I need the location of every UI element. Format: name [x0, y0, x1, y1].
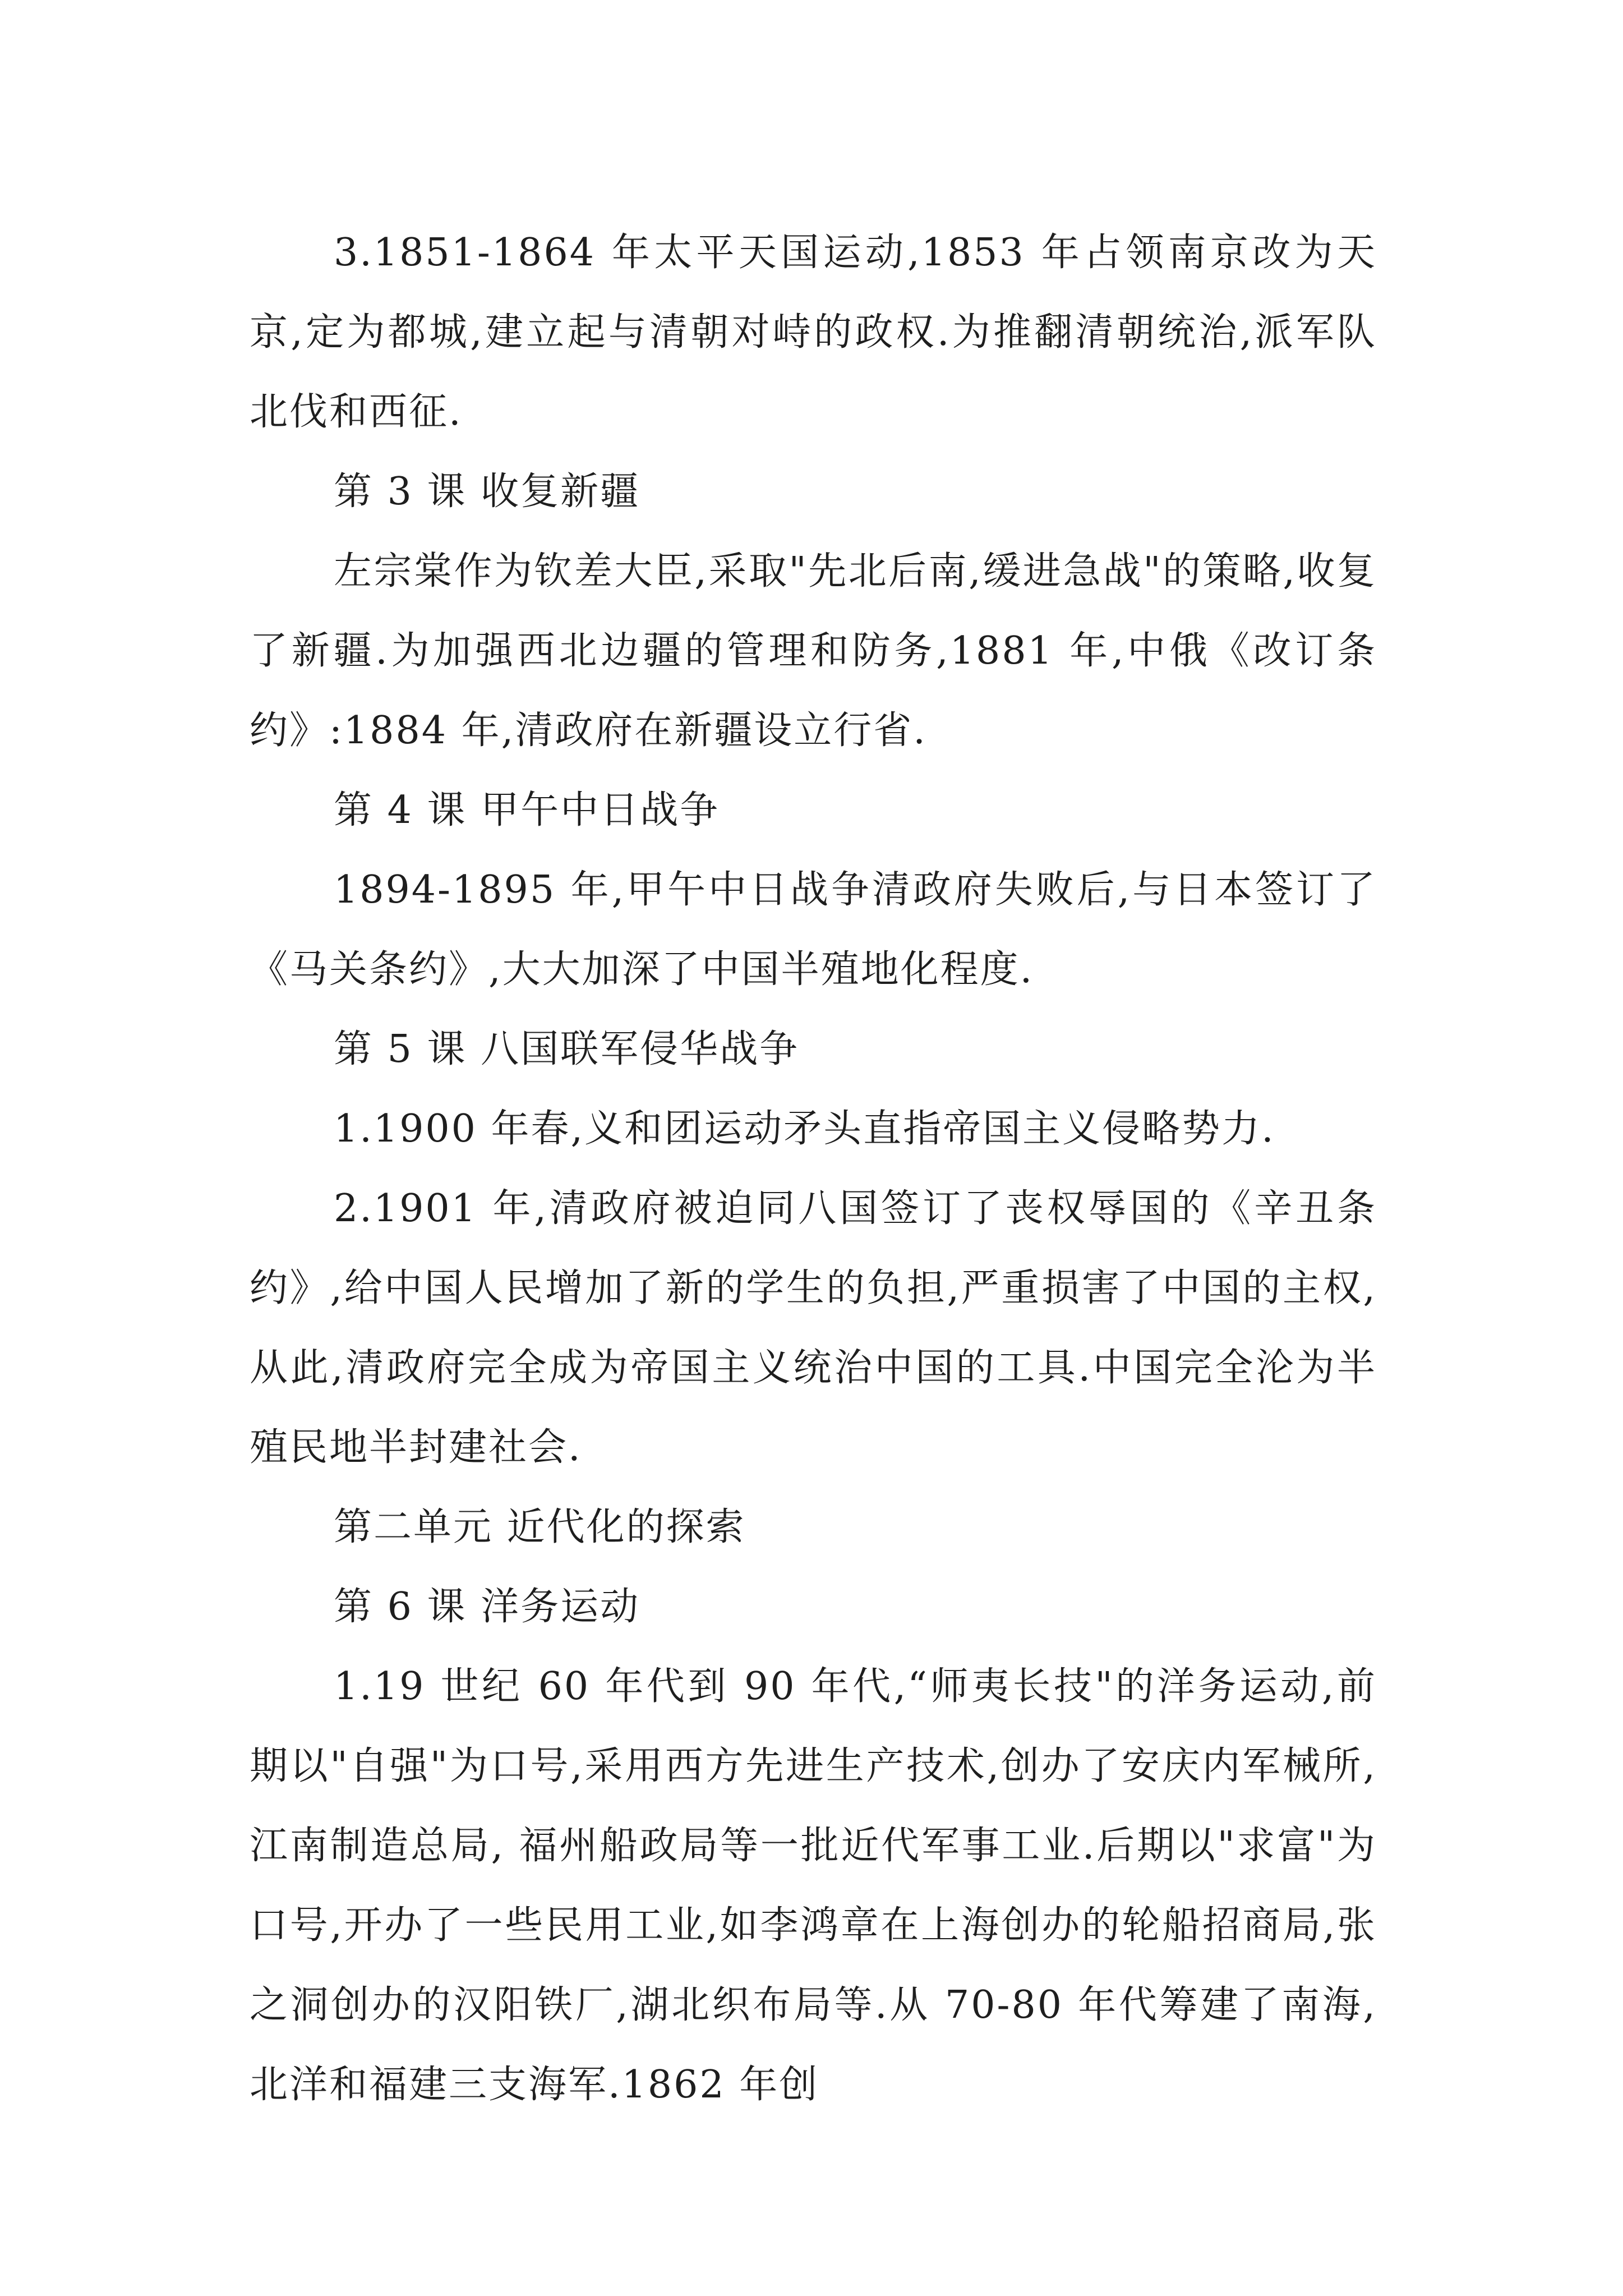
paragraph-xinchou-treaty: 2.1901 年,清政府被迫同八国签订了丧权辱国的《辛丑条约》,给中国人民增加了新的学生的负担,严重损害了中国的主权,从此,清政府完全成为帝国主义统治中国的工具.中国完全沦为半殖民地半封建社会.: [250, 1186, 1377, 1470]
lesson-5-heading: 第 5 课 八国联军侵华战争: [334, 1027, 800, 1071]
lesson-6-heading: 第 6 课 洋务运动: [334, 1585, 640, 1629]
paragraph-xinjiang: 左宗棠作为钦差大臣,采取"先北后南,缓进急战"的策略,收复了新疆.为加强西北边疆的管理和防务,1881 年,中俄《改订条约》:1884 年,清政府在新疆设立行省.: [250, 549, 1377, 753]
paragraph-westernization: 1.19 世纪 60 年代到 90 年代,“师夷长技"的洋务运动,前期以"自强"为口号,采用西方先进生产技术,创办了安庆内军械所,江南制造总局, 福州船政局等一批近代军事工业.后期以"求富"为口号,开办了一些民用工业,如李鸿章在上海创办的轮船招商局,张之洞创办的汉阳铁厂,湖北织布局等.从 70-80 年代筹建了南海,北洋和福建三支海军.1862 年创: [250, 1664, 1377, 2107]
paragraph-sino-japanese-war: 1894-1895 年,甲午中日战争清政府失败后,与日本签订了《马关条约》,大大加深了中国半殖地化程度.: [250, 868, 1377, 992]
paragraph-taiping: 3.1851-1864 年太平天国运动,1853 年占领南京改为天京,定为都城,建立起与清朝对峙的政权.为推翻清朝统治,派军队北伐和西征.: [250, 231, 1377, 434]
document-body: [250, 213, 1377, 2125]
unit-2-heading: 第二单元 近代化的探索: [334, 1505, 746, 1549]
paragraph-boxer-movement: 1.1900 年春,义和团运动矛头直指帝国主义侵略势力.: [334, 1107, 1275, 1151]
lesson-4-heading: 第 4 课 甲午中日战争: [334, 788, 720, 832]
lesson-3-heading: 第 3 课 收复新疆: [334, 470, 640, 514]
